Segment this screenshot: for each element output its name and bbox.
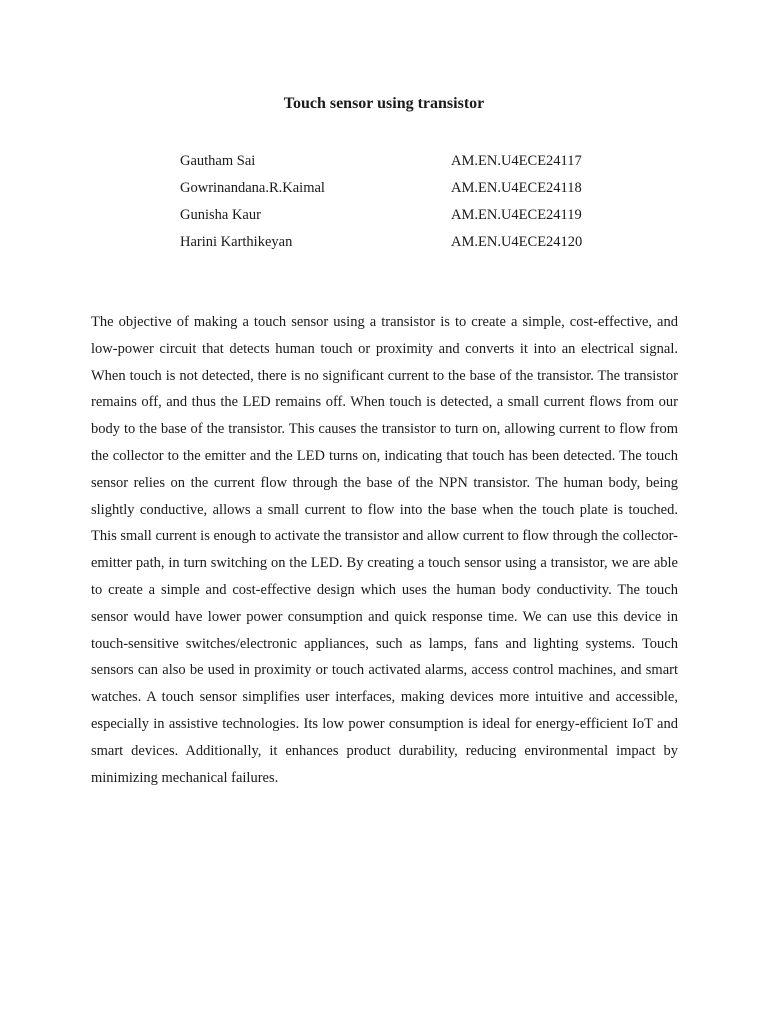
author-name: Gautham Sai: [180, 153, 256, 169]
author-id: AM.EN.U4ECE24120: [451, 234, 583, 250]
author-row: [180, 150, 600, 177]
document-title: Touch sensor using transistor: [283, 95, 485, 112]
author-id: AM.EN.U4ECE24119: [451, 207, 582, 223]
author-name: Gowrinandana.R.Kaimal: [180, 180, 325, 196]
author-list: [180, 150, 600, 258]
author-row: [180, 231, 600, 258]
author-row: [180, 177, 600, 204]
author-id: AM.EN.U4ECE24117: [451, 153, 582, 169]
author-row: [180, 204, 600, 231]
body-paragraph: The objective of making a touch sensor using a transistor is to create a simple, cost-effective, and low-power circuit that detects human touch or proximity and converts it into an electrical signal. When touch is not detected, there is no significant current to the base of the transistor. The transistor remains off, and thus the LED remains off. When touch is detected, a small current flows from our body to the base of the transistor. This causes the transistor to turn on, allowing current to flow from the collector to the emitter and the LED turns on, indicating that touch has been detected. The touch sensor relies on the current flow through the base of the NPN transistor. The human body, being slightly conductive, allows a small current to flow into the base when the touch plate is touched. This small current is enough to activate the transistor and allow current to flow through the collector-emitter path, in turn switching on the LED. By creating a touch sensor using a transistor, we are able to create a simple and cost-effective design which uses the human body conductivity. The touch sensor would have lower power consumption and quick response time. We can use this device in touch-sensitive switches/electronic appliances, such as lamps, fans and lighting systems. Touch sensors can also be used in proximity or touch activated alarms, access control machines, and smart watches. A touch sensor simplifies user interfaces, making devices more intuitive and accessible, especially in assistive technologies. Its low power consumption is ideal for energy-efficient IoT and smart devices. Additionally, it enhances product durability, reducing environmental impact by minimizing mechanical failures.: [91, 314, 678, 786]
author-name: Gunisha Kaur: [180, 207, 261, 223]
author-name: Harini Karthikeyan: [180, 234, 293, 250]
author-id: AM.EN.U4ECE24118: [451, 180, 582, 196]
